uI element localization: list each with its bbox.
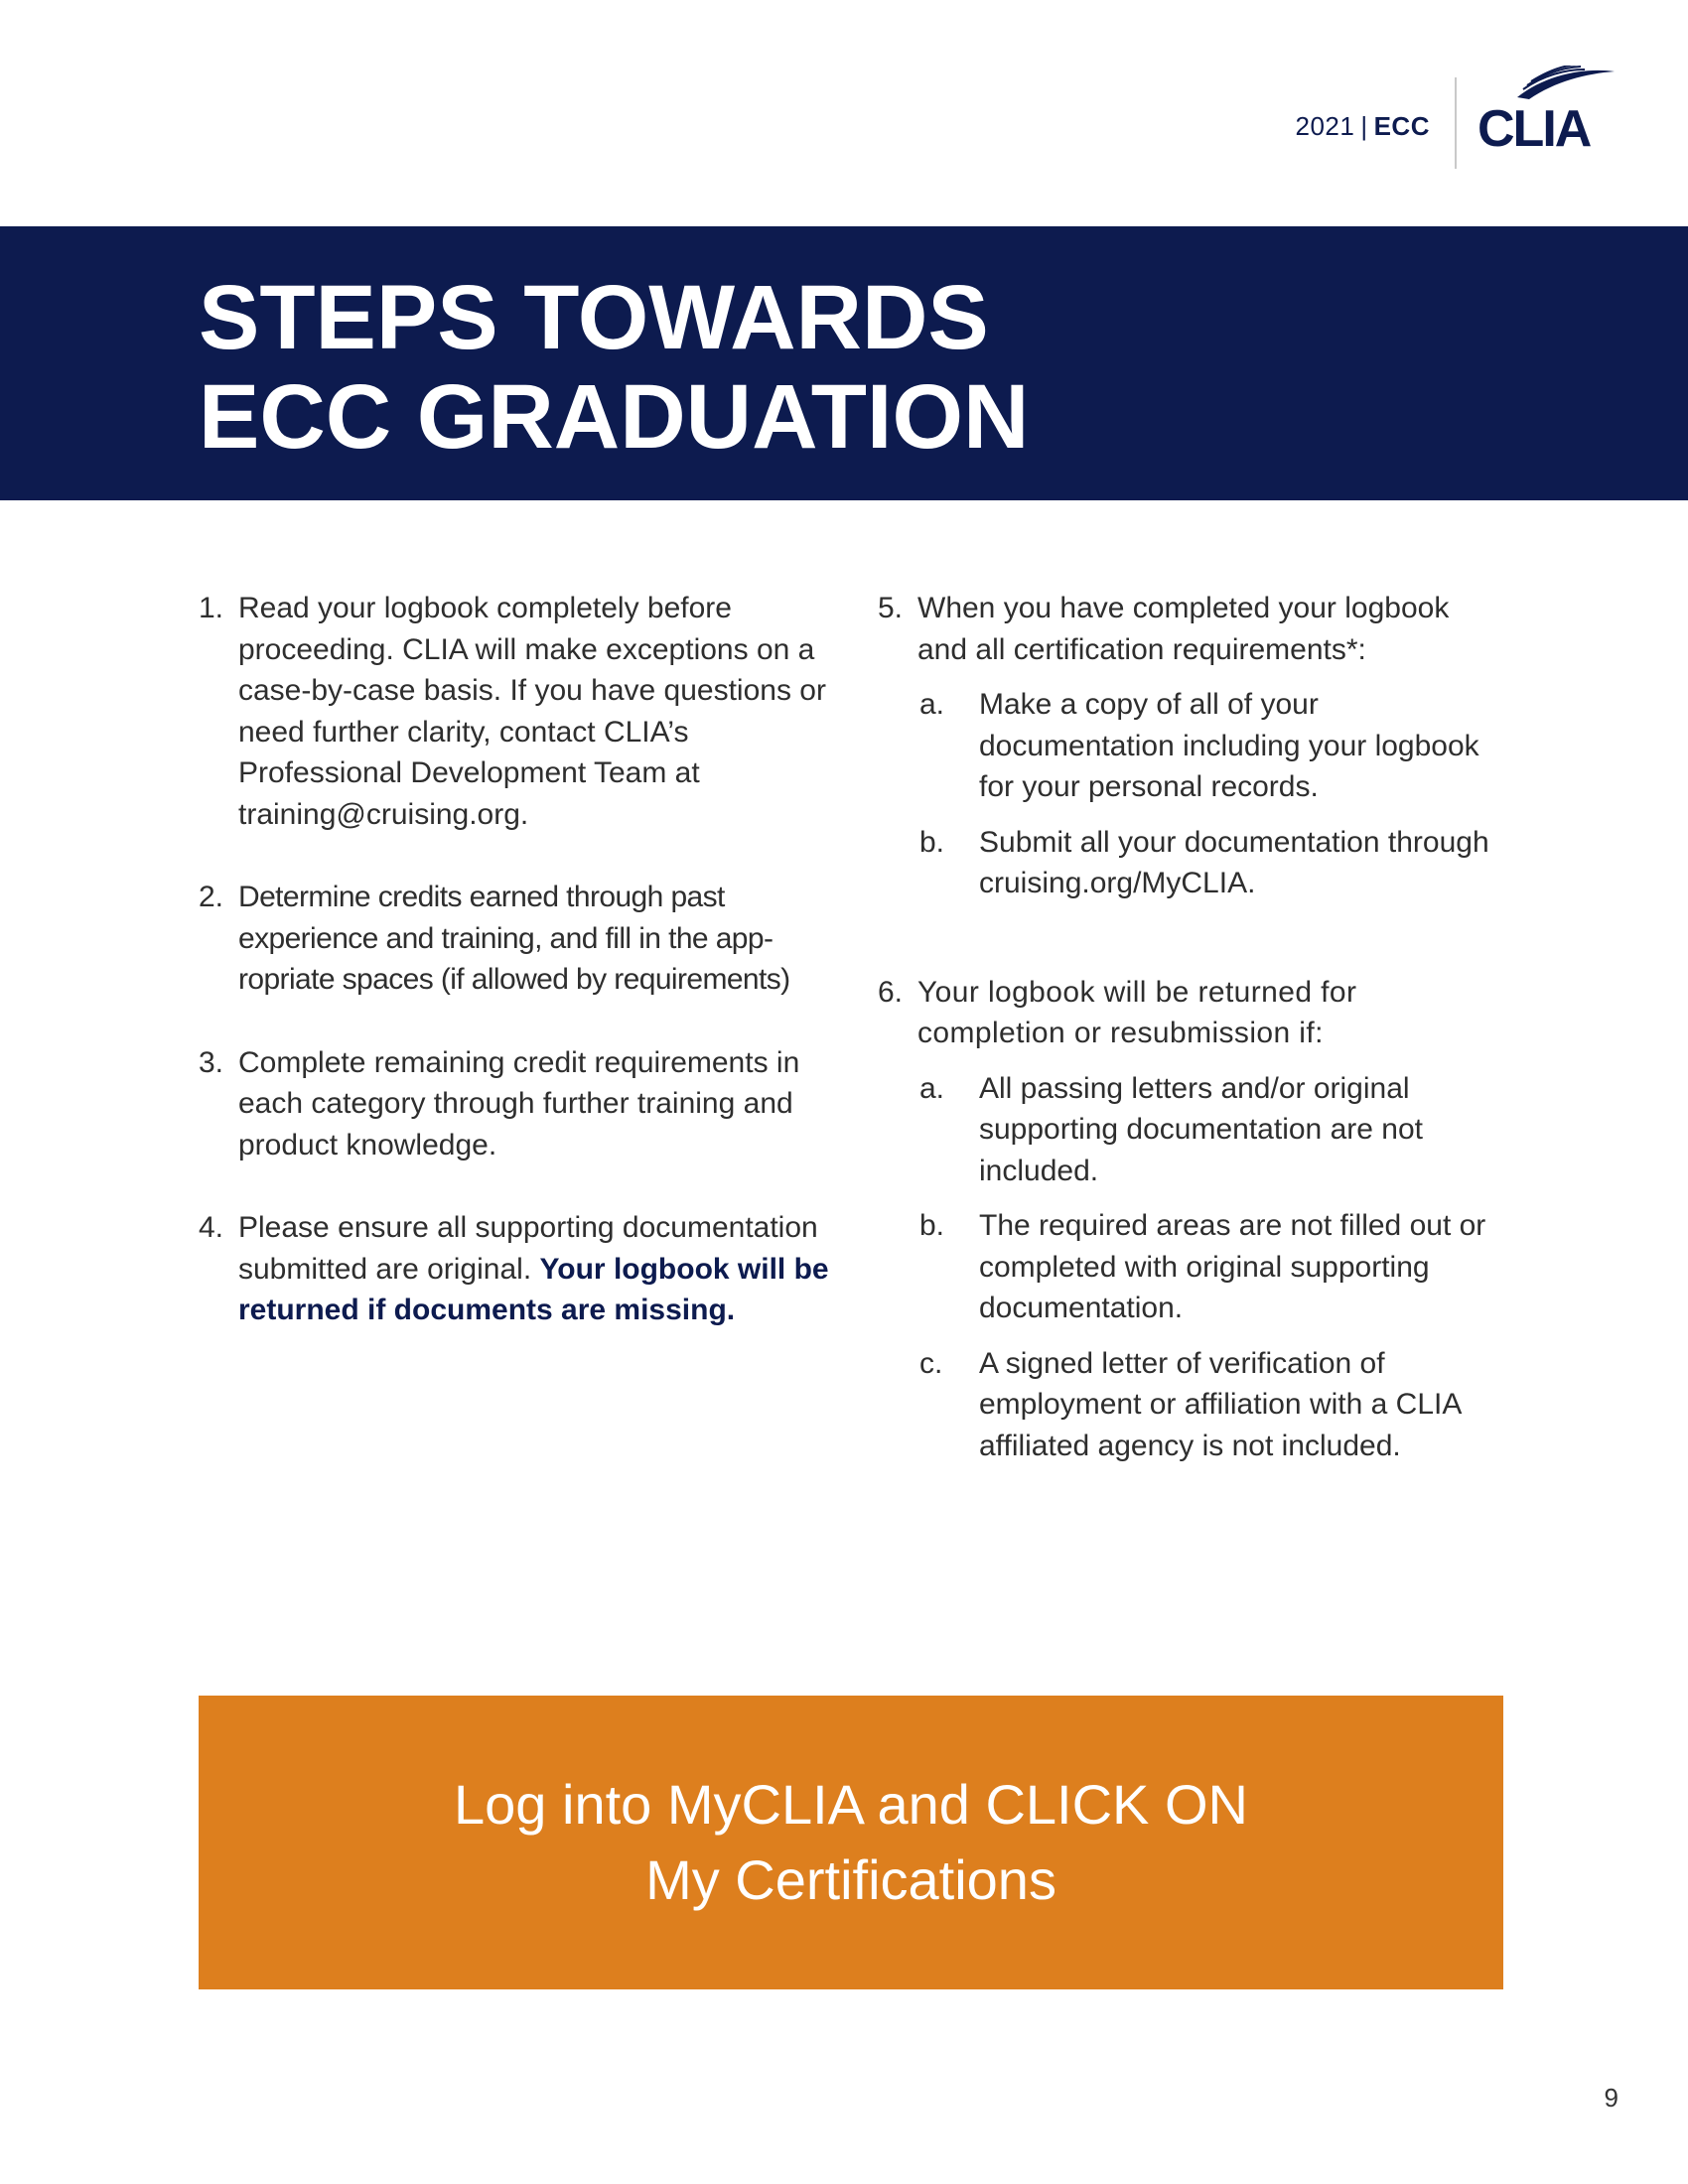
header-separator: | [1360,111,1368,141]
title-line-2: ECC GRADUATION [199,366,1030,468]
step-number: 4. [199,1211,224,1244]
sub-text: The required areas are not filled out or completed with original supporting documentation. [979,1209,1486,1324]
year-label: 2021 [1295,111,1355,141]
sub-letter: a. [919,1071,945,1105]
sub-text: Make a copy of all of your documentation including your logbook for your personal records. [979,688,1479,803]
logo-wordmark: CLIA [1477,100,1591,158]
sub-text: A signed letter of verification of employment or affiliation with a CLIA affiliated agency is not included. [979,1346,1461,1462]
step-2 [199,877,834,1001]
cta-line-1: Log into MyCLIA and CLICK ON [454,1773,1248,1836]
step-number: 3. [199,1045,224,1079]
step-6 [878,972,1493,1467]
step-6-sub-a [917,1068,1493,1192]
step-1 [199,588,834,835]
clia-logo [1477,66,1617,158]
step-text [238,1207,834,1331]
step-5-sub-a [917,684,1493,808]
document-header-label [1192,111,1430,142]
step-4-emphasis: Your logbook will be returned if documents are missing. [238,1252,829,1326]
step-text: Determine credits earned through past experience and training, and fill in the app-ropriate spaces (if allowed by requirements) [238,881,790,996]
step-5-sub-b [917,822,1493,904]
step-number: 6. [878,975,904,1009]
header-divider [1455,77,1457,169]
step-number: 2. [199,881,224,913]
step-3 [199,1042,834,1166]
sub-letter: b. [919,825,945,859]
sub-letter: a. [919,688,945,721]
step-6-sub-b [917,1205,1493,1329]
program-label: ECC [1373,111,1430,141]
step-text: Your logbook will be returned for completion or resubmission if: [917,975,1357,1049]
sub-letter: b. [919,1209,945,1242]
step-6-sub-c [917,1343,1493,1467]
title-banner [0,226,1688,500]
step-4 [199,1207,834,1331]
step-text: When you have completed your logbook and all certification requirements*: [917,592,1450,666]
page-title [199,268,1030,467]
cta-line-2: My Certifications [645,1848,1056,1911]
title-line-1: STEPS TOWARDS [199,267,989,368]
step-text: Complete remaining credit requirements in each category through further training and product knowledge. [238,1045,800,1161]
step-4-text: Please ensure all supporting documentation submitted are original. [238,1211,818,1286]
sub-letter: c. [919,1346,943,1380]
step-text: Read your logbook completely before proceeding. CLIA will make exceptions on a case-by-case basis. If you have questions or need further clarity, contact CLIA’s Professional Development Team at training@cruising.org. [238,592,826,831]
step-number: 5. [878,592,904,624]
sub-text: Submit all your documentation through cruising.org/MyCLIA. [979,825,1489,899]
steps-left-column [199,588,834,1331]
page-number: 9 [1604,2083,1618,2113]
cta-banner [199,1696,1503,1989]
step-number: 1. [199,592,224,624]
sub-text: All passing letters and/or original supporting documentation are not included. [979,1071,1423,1187]
steps-right-column [878,588,1493,1466]
step-5 [878,588,1493,904]
